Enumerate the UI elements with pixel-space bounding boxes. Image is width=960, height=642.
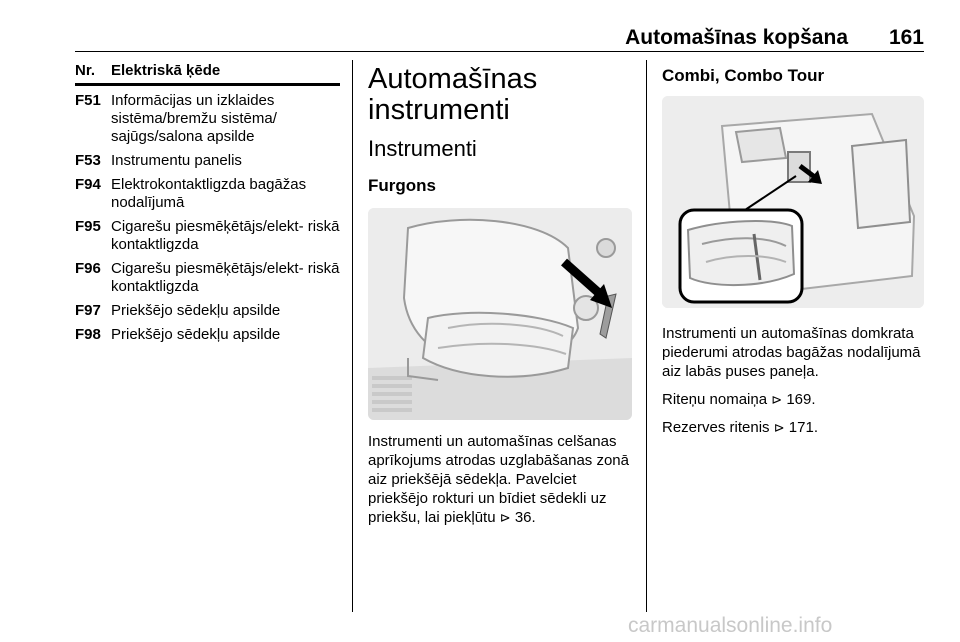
fuse-number: F97 bbox=[75, 302, 101, 319]
fuse-description: Instrumentu panelis bbox=[111, 152, 242, 169]
header-nr: Nr. bbox=[75, 62, 96, 79]
vehicle-tools-section bbox=[368, 64, 634, 527]
fuse-number: F94 bbox=[75, 176, 101, 193]
spare-wheel-page[interactable]: 171. bbox=[788, 419, 818, 436]
section-title-line2: instrumenti bbox=[368, 94, 510, 126]
table-row bbox=[75, 326, 340, 344]
fuse-description: Cigarešu piesmēķētājs/elekt‐ riskā kontaktligzda bbox=[111, 260, 340, 295]
subsection-title: Instrumenti bbox=[368, 136, 477, 161]
table-row bbox=[75, 152, 340, 170]
fuse-number: F98 bbox=[75, 326, 101, 343]
luggage-illustration bbox=[662, 96, 924, 308]
wheel-change-ref bbox=[662, 390, 930, 409]
fuse-number: F53 bbox=[75, 152, 101, 169]
combi-section bbox=[662, 66, 930, 437]
furgons-heading: Furgons bbox=[368, 176, 436, 195]
arrow-reference-icon: ⊳ bbox=[499, 510, 511, 525]
combi-text: Instrumenti un automašīnas domkrata piederumi atrodas bagāžas nodalījumā aiz labās puses paneļa. bbox=[662, 325, 921, 380]
header-circuit: Elektriskā ķēde bbox=[111, 62, 221, 79]
fuse-description: Elektrokontaktligzda bagāžas nodalījumā bbox=[111, 176, 307, 211]
furgons-body: Instrumenti un automašīnas celšanas aprīkojums atrodas uzglabāšanas zonā aiz priekšējā sēdekļa. Pavelciet priekšējo rokturi un bīdiet sēdekli uz priekšu, lai piekļūtu bbox=[368, 433, 629, 526]
table-row bbox=[75, 92, 340, 146]
luggage-panel-figure bbox=[662, 96, 924, 308]
page-header bbox=[0, 26, 960, 52]
section-title-line1: Automašīnas bbox=[368, 63, 538, 95]
header-rule bbox=[75, 51, 924, 52]
fuse-description: Cigarešu piesmēķētājs/elekt‐ riskā kontaktligzda bbox=[111, 218, 340, 253]
fuse-number: F96 bbox=[75, 260, 101, 277]
furgons-ref-page[interactable]: 36. bbox=[514, 509, 536, 526]
spare-wheel-ref bbox=[662, 418, 930, 437]
furgons-text bbox=[368, 432, 634, 527]
watermark: carmanualsonline.info bbox=[628, 614, 833, 637]
wheel-change-page[interactable]: 169. bbox=[786, 391, 816, 408]
page-header-title: Automašīnas kopšana bbox=[625, 26, 848, 49]
table-row bbox=[75, 218, 340, 254]
combi-heading: Combi, Combo Tour bbox=[662, 66, 825, 85]
seat-storage-figure bbox=[368, 208, 632, 420]
column-divider-2 bbox=[646, 60, 647, 612]
table-row bbox=[75, 302, 340, 320]
table-row bbox=[75, 260, 340, 296]
wheel-change-label: Riteņu nomaiņa bbox=[662, 391, 768, 408]
fuse-description: Priekšējo sēdekļu apsilde bbox=[111, 302, 281, 319]
fuse-table bbox=[75, 62, 340, 344]
arrow-reference-icon: ⊳ bbox=[771, 392, 783, 407]
page-number: 161 bbox=[888, 26, 924, 49]
fuse-number: F51 bbox=[75, 92, 101, 109]
fuse-description: Informācijas un izklaides sistēma/bremžu sistēma/ sajūgs/salona apsilde bbox=[111, 92, 277, 145]
fuse-description: Priekšējo sēdekļu apsilde bbox=[111, 326, 281, 343]
fuse-number: F95 bbox=[75, 218, 101, 235]
column-divider-1 bbox=[352, 60, 353, 612]
arrow-reference-icon: ⊳ bbox=[773, 420, 785, 435]
seat-illustration bbox=[368, 208, 632, 420]
table-row bbox=[75, 176, 340, 212]
section-title bbox=[368, 64, 634, 126]
spare-wheel-label: Rezerves ritenis bbox=[662, 419, 770, 436]
fuse-table-header bbox=[75, 62, 340, 86]
